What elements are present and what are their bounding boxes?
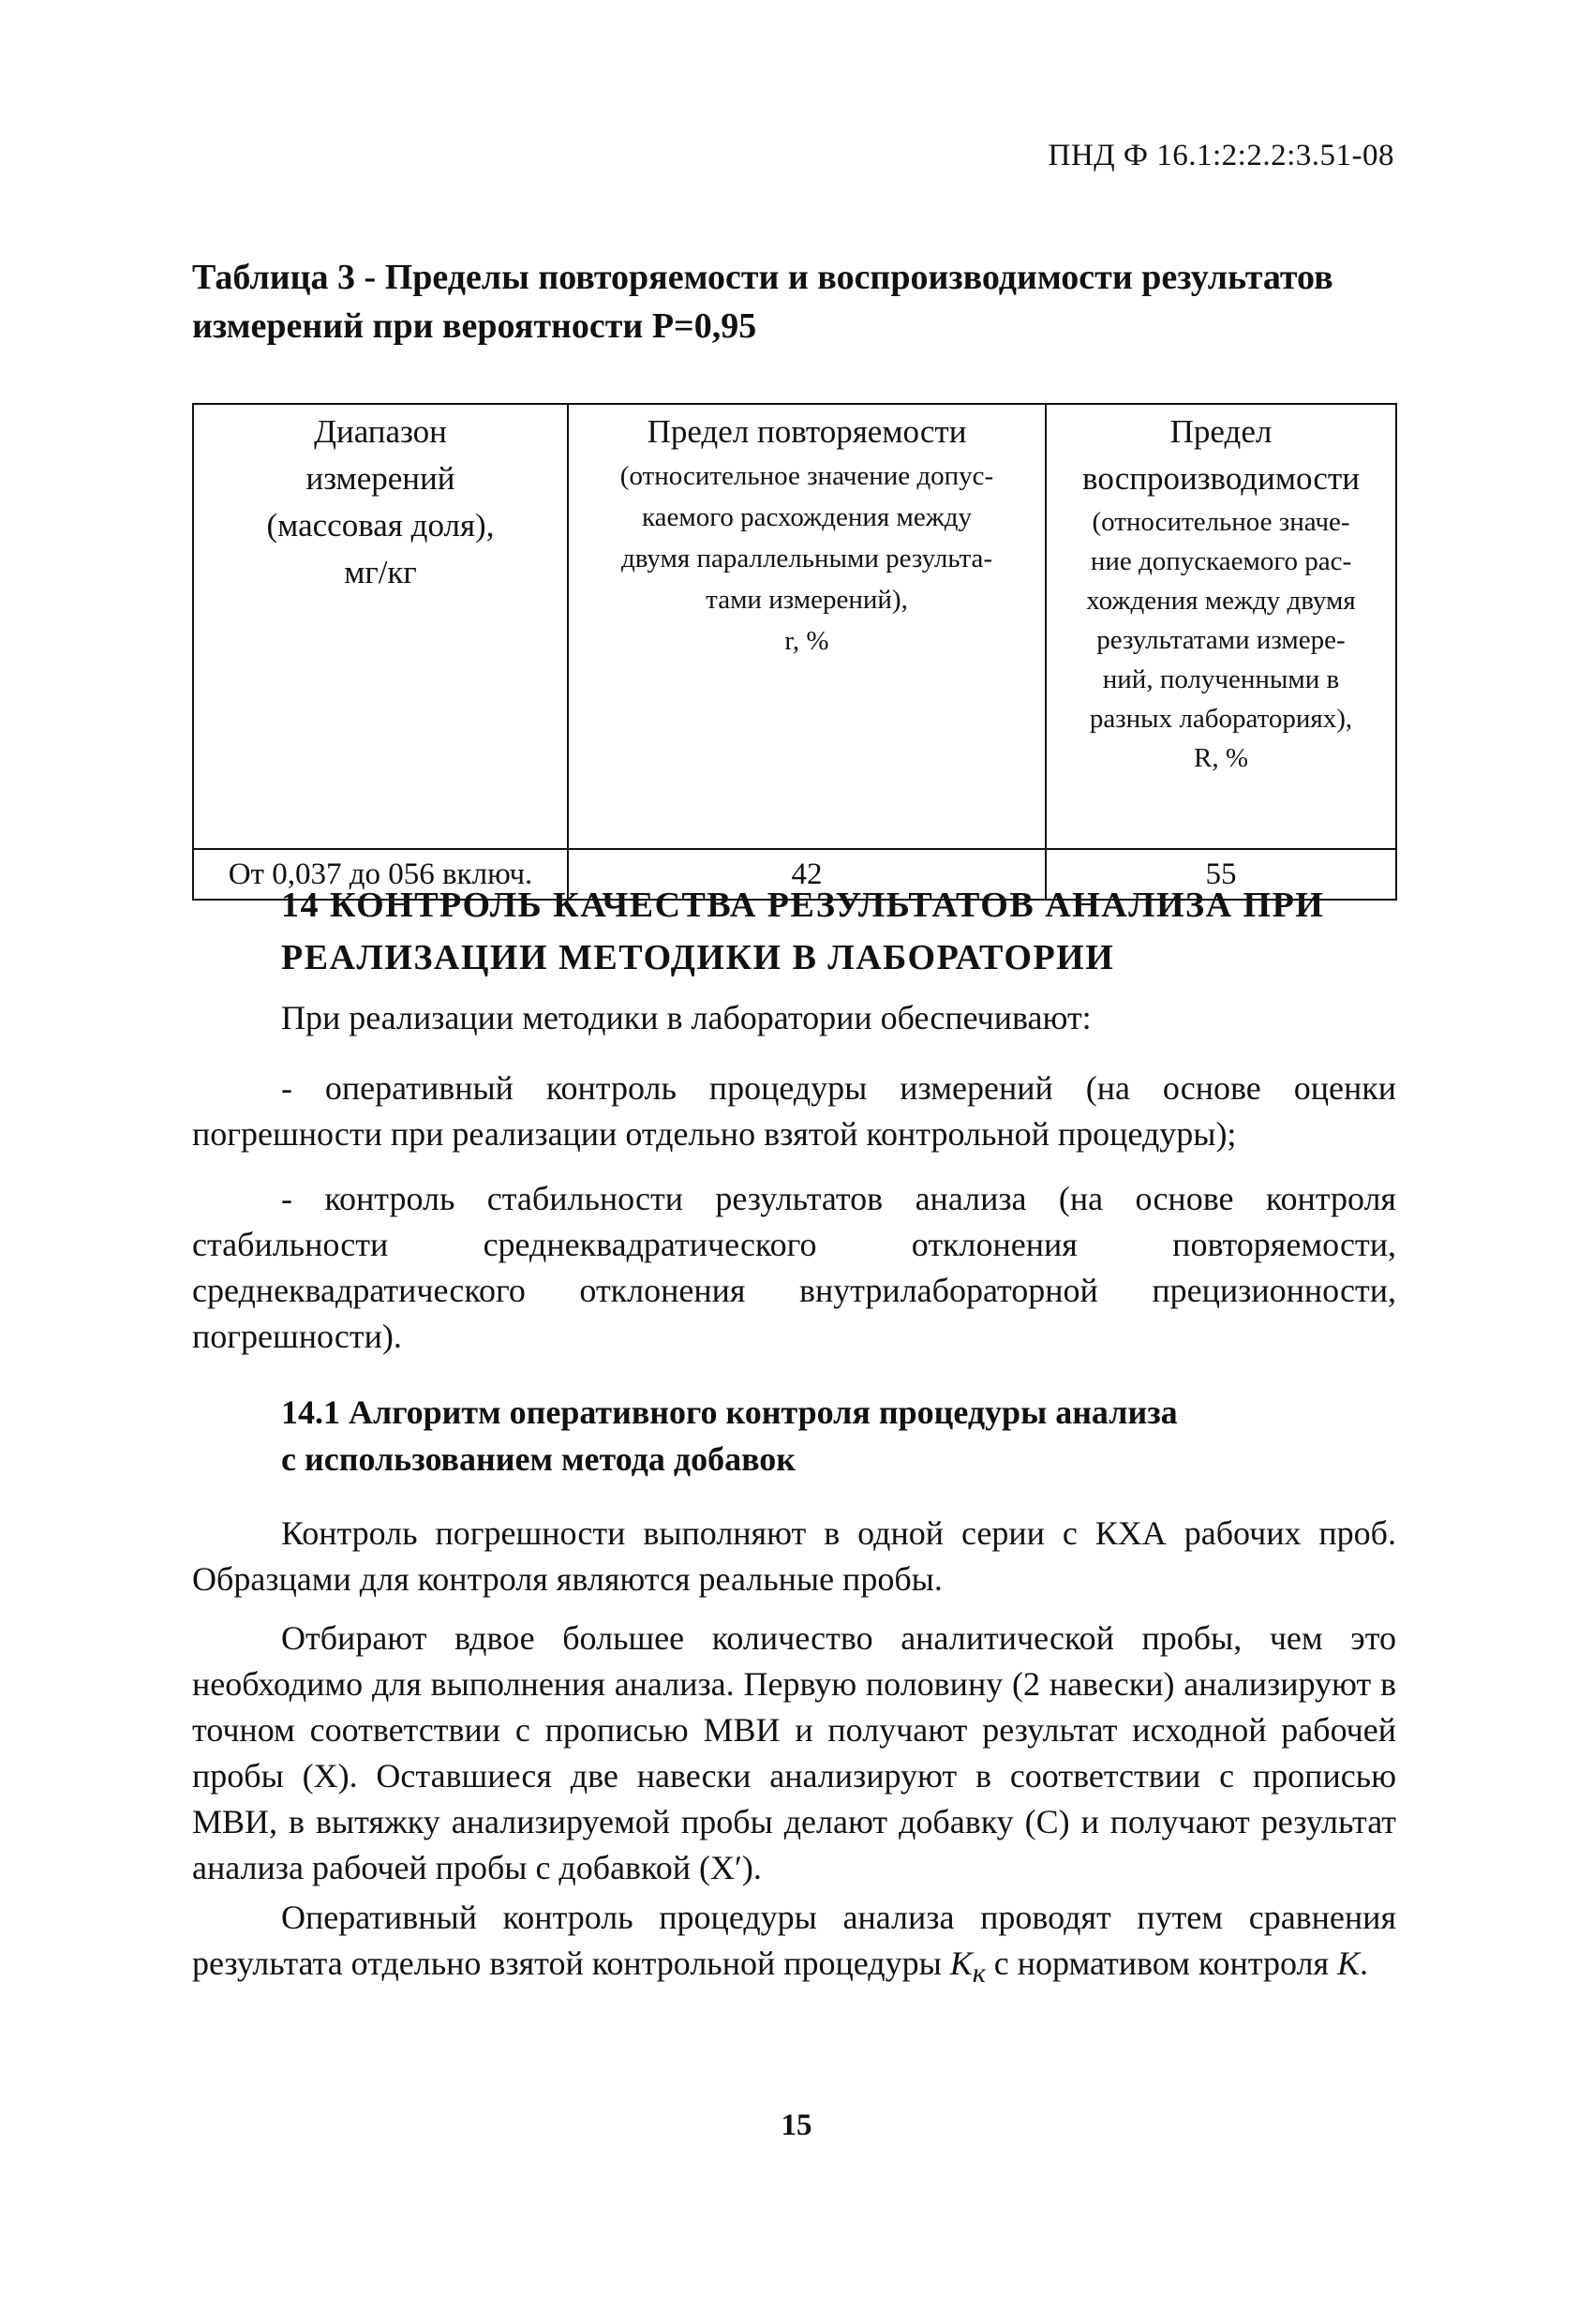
table-title	[192, 253, 1410, 350]
table-title-line: Таблица 3 - Пределы повторяемости и воспроизводимости результатов	[192, 258, 1333, 297]
document-code: ПНД Ф 16.1:2:2.2:3.51-08	[1048, 139, 1394, 172]
symbol-k-subscript: к	[972, 1958, 986, 1989]
table-title-line: измерений при вероятности Р=0,95	[192, 306, 757, 346]
list-item-stability-control: - контроль стабильности результатов анализа (на основе контроля стабильности среднеквадратического отклонения повторяемости, среднеквадратического отклонения внутрилабораторной прецизионности, погрешности).	[192, 1180, 1396, 1355]
header-range: Диапазон измерений (массовая доля), мг/кг	[193, 404, 568, 849]
symbol-k-norm: К	[1337, 1944, 1360, 1982]
section-14-heading	[281, 879, 1424, 984]
header-repeatability: Предел повторяемости (относительное значение допус- каемого расхождения между двумя параллельными результа- тами измерений), r, %	[568, 404, 1046, 849]
paragraph-error-control: Контроль погрешности выполняют в одной серии с КХА рабочих проб. Образцами для контроля являются реальные пробы.	[192, 1514, 1396, 1598]
header-reproducibility: Предел воспроизводимости (относительное значе- ние допускаемого рас- хождения между двумя результатами измере- ний, полученными в разных лабораториях), R, %	[1046, 404, 1396, 849]
cell-range: От 0,037 до 056 включ.	[193, 849, 568, 900]
section-14-1-heading	[281, 1389, 1406, 1482]
paragraph-sampling: Отбирают вдвое большее количество аналитической пробы, чем это необходимо для выполнения анализа. Первую половину (2 навески) анализируют в точном соответствии с прописью МВИ и получают результат исходной рабочей пробы (Х). Оставшиеся две навески анализируют в соответствии с прописью МВИ, в вытяжку анализируемой пробы делают добавку (С) и получают результат анализа рабочей пробы с добавкой (Х′).	[192, 1619, 1396, 1886]
cell-repeatability: 42	[568, 849, 1046, 900]
page-number: 15	[781, 2108, 812, 2142]
symbol-k: К	[949, 1944, 973, 1982]
subsection-heading-line: 14.1 Алгоритм оперативного контроля процедуры анализа	[281, 1393, 1178, 1431]
limits-table	[192, 403, 1397, 901]
section-heading-line: 14 КОНТРОЛЬ КАЧЕСТВА РЕЗУЛЬТАТОВ АНАЛИЗА ПРИ	[281, 886, 1325, 925]
list-item-operational-control: - оперативный контроль процедуры измерений (на основе оценки погрешности при реализации отдельно взятой контрольной процедуры);	[192, 1069, 1396, 1153]
subsection-heading-line: с использованием метода добавок	[281, 1440, 796, 1478]
intro-paragraph: При реализации методики в лаборатории обеспечивают:	[281, 999, 1092, 1036]
paragraph-operational-comparison: Оперативный контроль процедуры анализа проводят путем сравнения результата отдельно взятой контрольной процедуры $К_к$ с нормативом контроля К.	[192, 1899, 1396, 1989]
table-header-row	[193, 404, 1396, 849]
section-heading-line: РЕАЛИЗАЦИИ МЕТОДИКИ В ЛАБОРАТОРИИ	[281, 938, 1115, 977]
cell-reproducibility: 55	[1046, 849, 1396, 900]
